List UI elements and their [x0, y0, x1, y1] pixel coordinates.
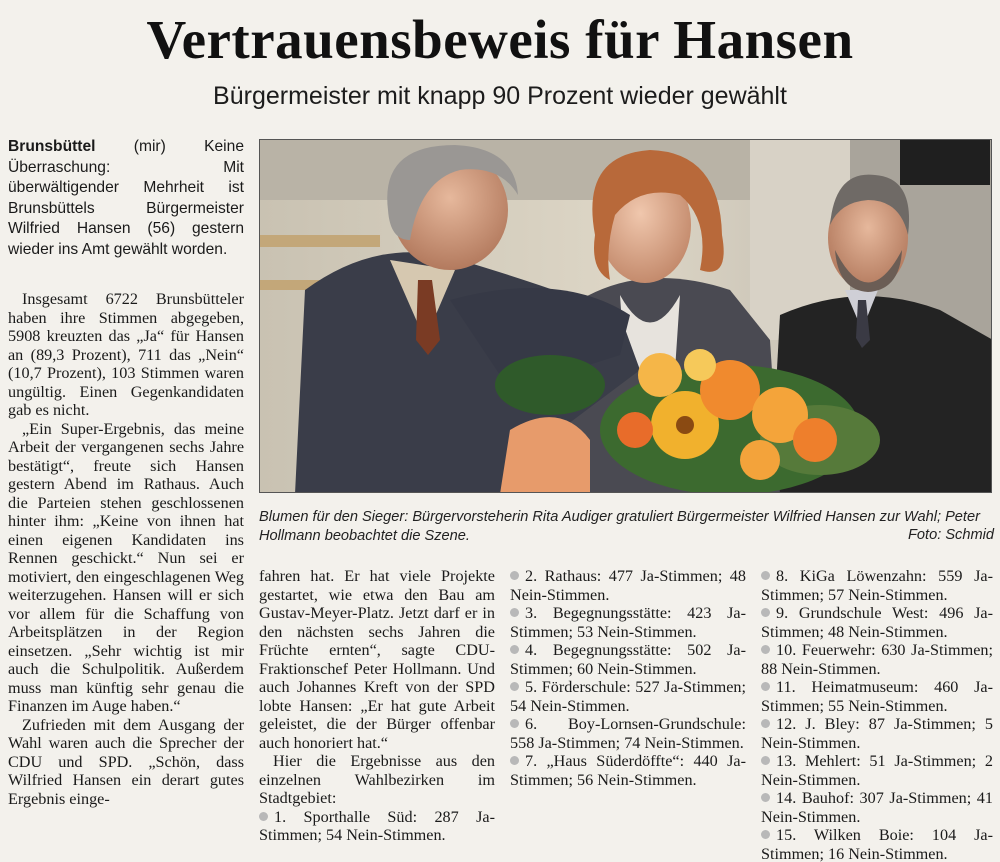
result-item: 4. Begegnungsstätte: 502 Ja-Stimmen; 60 Nein-Stimmen.: [510, 641, 746, 678]
result-item: 13. Mehlert: 51 Ja-Stimmen; 2 Nein-Stimmen.: [761, 752, 993, 789]
body-paragraph-3-end: fahren hat. Er hat viele Projekte gestartet, wie etwa den Bau am Gustav-Meyer-Platz. Jetzt darf er in den nächsten sechs Jahren die Früchte ernten“, sagte CDU-Fraktionschef Peter Hollmann. Und auch Johannes Kreft von der SPD lobte Hansen: „Er hat gute Arbeit geleistet, die der Bürger offenbar auch honoriert hat.“: [259, 567, 495, 752]
photo-caption: Blumen für den Sieger: Bürgervorsteherin Rita Audiger gratuliert Bürgermeister Wilfried Hansen zur Wahl; Peter Hollmann beobachtet die Szene.: [259, 509, 980, 544]
dateline: Brunsbüttel: [8, 138, 96, 155]
article-column-2: [259, 567, 495, 845]
bullet-icon: [510, 682, 519, 691]
article-column-4: [761, 567, 993, 862]
body-paragraph-4: Hier die Ergebnisse aus den einzelnen Wahlbezirken im Stadtgebiet:: [259, 752, 495, 807]
bullet-icon: [761, 830, 770, 839]
article-column-3: [510, 567, 746, 789]
result-item: 7. „Haus Süderdöffte“: 440 Ja-Stimmen; 56 Nein-Stimmen.: [510, 752, 746, 789]
result-item: 5. Förderschule: 527 Ja-Stimmen; 54 Nein-Stimmen.: [510, 678, 746, 715]
result-item: 14. Bauhof: 307 Ja-Stimmen; 41 Nein-Stimmen.: [761, 789, 993, 826]
article-column-1: [8, 290, 244, 808]
photo-credit: Foto: Schmid: [908, 527, 994, 543]
result-item: 9. Grundschule West: 496 Ja-Stimmen; 48 Nein-Stimmen.: [761, 604, 993, 641]
result-item: 8. KiGa Löwenzahn: 559 Ja-Stimmen; 57 Nein-Stimmen.: [761, 567, 993, 604]
bullet-icon: [761, 756, 770, 765]
bullet-icon: [510, 645, 519, 654]
bullet-icon: [761, 645, 770, 654]
result-item: 12. J. Bley: 87 Ja-Stimmen; 5 Nein-Stimmen.: [761, 715, 993, 752]
result-item: 10. Feuerwehr: 630 Ja-Stimmen; 88 Nein-Stimmen.: [761, 641, 993, 678]
result-item: 11. Heimatmuseum: 460 Ja-Stimmen; 55 Nein-Stimmen.: [761, 678, 993, 715]
body-paragraph-3-start: Zufrieden mit dem Ausgang der Wahl waren auch die Sprecher der CDU und SPD. „Schön, dass Wilfried Hansen ein derart gutes Ergebnis einge-: [8, 715, 244, 808]
bullet-icon: [510, 608, 519, 617]
result-item: 2. Rathaus: 477 Ja-Stimmen; 48 Nein-Stimmen.: [510, 567, 746, 604]
body-paragraph-2: „Ein Super-Ergebnis, das meine Arbeit der vergangenen sechs Jahre bestätigt“, freute sich Hansen gestern Abend im Rathaus. Auch die Parteien stehen geschlossenen hinter ihm: „Keine von ihnen hat einen eigenen Kandidaten ins Rennen geschickt.“ Nun sei er motiviert, den eingeschlagenen Weg weiterzugehen. Hansen will er sich vor allem für die Schaffung von Arbeitsplätzen in der Region einsetzen. „Sehr wichtig ist mir auch die Schulpolitik. Außerdem muss man künftig sehr genau die Finanzen im Auge haben.“: [8, 419, 244, 715]
bullet-icon: [510, 719, 519, 728]
bullet-icon: [761, 793, 770, 802]
result-item: 3. Begegnungsstätte: 423 Ja-Stimmen; 53 Nein-Stimmen.: [510, 604, 746, 641]
bullet-icon: [761, 608, 770, 617]
result-item: 15. Wilken Boie: 104 Ja-Stimmen; 16 Nein-Stimmen.: [761, 826, 993, 862]
bullet-icon: [259, 812, 268, 821]
intro-paragraph: [8, 137, 244, 260]
intro-text: (mir) Keine Überraschung: Mit überwältigender Mehrheit ist Brunsbüttels Bürgermeister Wilfried Hansen (56) gestern wieder ins Amt gewählt worden.: [8, 138, 244, 258]
bullet-icon: [510, 571, 519, 580]
bullet-icon: [761, 682, 770, 691]
headline: Vertrauensbeweis für Hansen: [146, 9, 854, 70]
result-item: 6. Boy-Lornsen-Grundschule: 558 Ja-Stimmen; 74 Nein-Stimmen.: [510, 715, 746, 752]
article-photo: [259, 139, 992, 493]
photo-scene: [260, 140, 992, 493]
result-item: 1. Sporthalle Süd: 287 Ja-Stimmen; 54 Nein-Stimmen.: [259, 807, 495, 844]
subheadline: Bürgermeister mit knapp 90 Prozent wieder gewählt: [213, 82, 787, 110]
bullet-icon: [761, 571, 770, 580]
bullet-icon: [510, 756, 519, 765]
body-paragraph-1: Insgesamt 6722 Brunsbütteler haben ihre Stimmen abgegeben, 5908 kreuzten das „Ja“ für Hansen an (89,3 Prozent), 711 das „Nein“ (10,7 Prozent), 103 Stimmen waren ungültig. Einen Gegenkandidaten gab es nicht.: [8, 290, 244, 419]
bullet-icon: [761, 719, 770, 728]
